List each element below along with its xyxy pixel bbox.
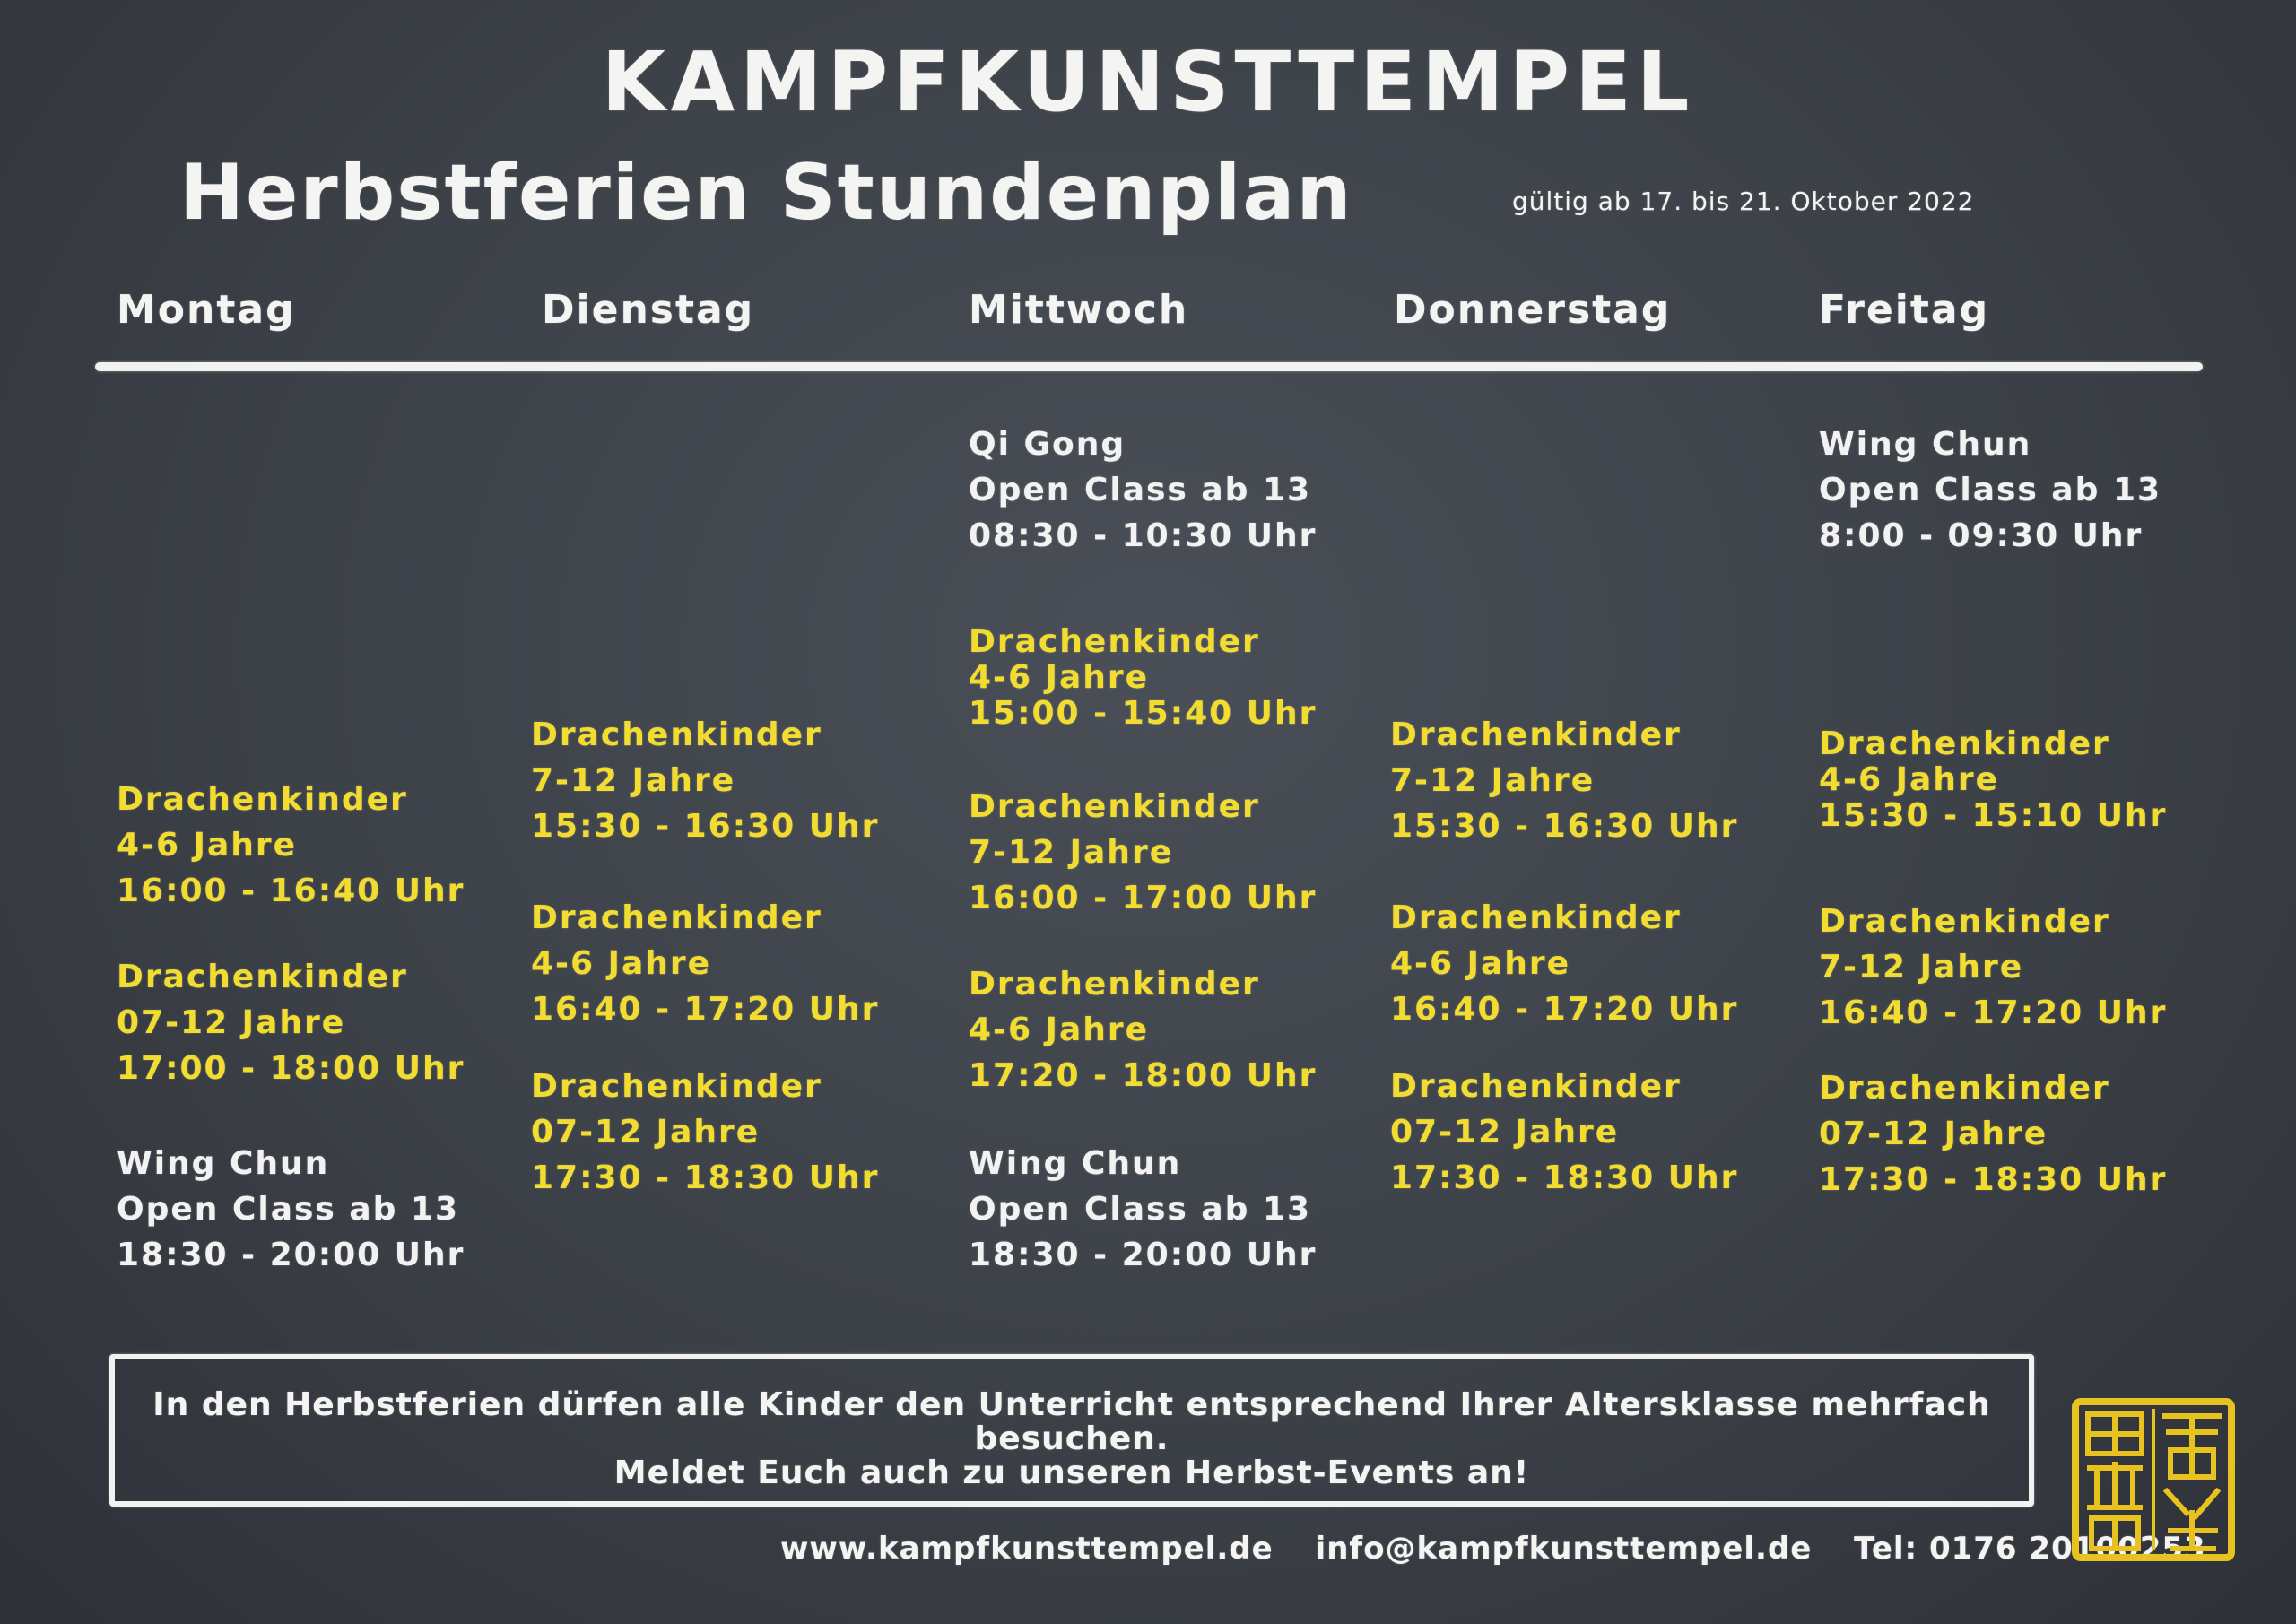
class-time: 16:00 - 16:40 Uhr bbox=[117, 873, 465, 909]
class-entry bbox=[969, 784, 1317, 921]
class-name: Drachenkinder bbox=[969, 966, 1260, 1003]
website-link[interactable]: www.kampfkunsttempel.de bbox=[780, 1531, 1274, 1567]
chinese-seal-stamp-icon bbox=[2070, 1396, 2237, 1563]
class-time: 17:00 - 18:00 Uhr bbox=[117, 1050, 465, 1087]
class-time: 16:40 - 17:20 Uhr bbox=[1390, 991, 1739, 1028]
class-group: 07-12 Jahre bbox=[531, 1114, 761, 1151]
class-time: 18:30 - 20:00 Uhr bbox=[969, 1237, 1318, 1273]
class-entry bbox=[117, 777, 465, 914]
class-name: Drachenkinder bbox=[531, 716, 822, 753]
phone-number: Tel: 0176 20100253 bbox=[1854, 1531, 2206, 1567]
class-time: 18:30 - 20:00 Uhr bbox=[117, 1237, 465, 1273]
class-group: 07-12 Jahre bbox=[117, 1004, 346, 1041]
day-header-freitag: Freitag bbox=[1819, 287, 1990, 333]
contact-footer bbox=[780, 1531, 2237, 1567]
class-entry bbox=[1390, 1064, 1738, 1201]
class-group: 07-12 Jahre bbox=[1390, 1114, 1620, 1151]
class-name: Drachenkinder bbox=[1390, 899, 1682, 936]
class-time: 17:20 - 18:00 Uhr bbox=[969, 1057, 1318, 1094]
class-group: 4-6 Jahre bbox=[1390, 945, 1571, 982]
class-time: 15:30 - 16:30 Uhr bbox=[531, 808, 880, 845]
class-name: Drachenkinder bbox=[1819, 725, 2110, 762]
page-title: KAMPFKUNSTTEMPEL bbox=[601, 34, 1695, 130]
class-entry bbox=[1390, 895, 1738, 1032]
validity-note: gültig ab 17. bis 21. Oktober 2022 bbox=[1512, 187, 1975, 216]
class-name: Drachenkinder bbox=[531, 899, 822, 936]
class-name: Drachenkinder bbox=[117, 959, 408, 995]
class-name: Wing Chun bbox=[1819, 426, 2032, 463]
page-subtitle: Herbstferien Stundenplan bbox=[179, 148, 1353, 238]
class-entry bbox=[969, 961, 1317, 1099]
class-entry bbox=[117, 954, 465, 1091]
class-group: Open Class ab 13 bbox=[969, 472, 1312, 508]
class-entry bbox=[531, 712, 879, 849]
class-name: Drachenkinder bbox=[1819, 903, 2110, 940]
day-header-donnerstag: Donnerstag bbox=[1394, 287, 1672, 333]
class-entry bbox=[969, 421, 1317, 559]
day-header-dienstag: Dienstag bbox=[542, 287, 755, 333]
class-time: 15:00 - 15:40 Uhr bbox=[969, 695, 1318, 732]
class-group: 7-12 Jahre bbox=[1819, 949, 2024, 986]
class-entry bbox=[531, 895, 879, 1032]
notice-line-2: Meldet Euch auch zu unseren Herbst-Events an! bbox=[613, 1455, 1530, 1491]
notice-text bbox=[109, 1388, 2034, 1490]
class-name: Drachenkinder bbox=[969, 788, 1260, 825]
class-group: 7-12 Jahre bbox=[1390, 762, 1596, 799]
class-entry bbox=[531, 1064, 879, 1201]
class-group: Open Class ab 13 bbox=[117, 1191, 460, 1228]
class-name: Wing Chun bbox=[117, 1145, 330, 1182]
class-group: 07-12 Jahre bbox=[1819, 1116, 2048, 1152]
class-time: 8:00 - 09:30 Uhr bbox=[1819, 517, 2144, 554]
class-group: 4-6 Jahre bbox=[1819, 761, 2000, 798]
class-entry bbox=[1819, 1065, 2167, 1203]
day-header-montag: Montag bbox=[117, 287, 296, 333]
class-entry bbox=[969, 1141, 1317, 1278]
class-group: 4-6 Jahre bbox=[117, 827, 298, 864]
email-link[interactable]: info@kampfkunsttempel.de bbox=[1315, 1531, 1813, 1567]
class-entry bbox=[1819, 899, 2167, 1036]
class-name: Drachenkinder bbox=[117, 781, 408, 818]
day-header-mittwoch: Mittwoch bbox=[969, 287, 1189, 333]
class-name: Drachenkinder bbox=[1390, 1068, 1682, 1105]
class-name: Drachenkinder bbox=[1819, 1070, 2110, 1107]
class-name: Qi Gong bbox=[969, 426, 1126, 463]
class-entry bbox=[1819, 726, 2167, 834]
class-name: Drachenkinder bbox=[969, 623, 1260, 660]
class-time: 17:30 - 18:30 Uhr bbox=[531, 1159, 880, 1196]
class-time: 17:30 - 18:30 Uhr bbox=[1819, 1161, 2168, 1198]
class-group: 4-6 Jahre bbox=[969, 659, 1150, 696]
class-name: Drachenkinder bbox=[531, 1068, 822, 1105]
class-time: 16:40 - 17:20 Uhr bbox=[1819, 994, 2168, 1031]
class-group: 7-12 Jahre bbox=[531, 762, 736, 799]
class-group: 7-12 Jahre bbox=[969, 834, 1174, 871]
class-time: 16:00 - 17:00 Uhr bbox=[969, 880, 1318, 916]
class-group: Open Class ab 13 bbox=[1819, 472, 2162, 508]
header-divider bbox=[95, 362, 2203, 371]
class-time: 15:30 - 16:30 Uhr bbox=[1390, 808, 1739, 845]
class-group: Open Class ab 13 bbox=[969, 1191, 1312, 1228]
class-time: 08:30 - 10:30 Uhr bbox=[969, 517, 1318, 554]
class-entry bbox=[969, 624, 1317, 732]
class-time: 17:30 - 18:30 Uhr bbox=[1390, 1159, 1739, 1196]
class-time: 15:30 - 15:10 Uhr bbox=[1819, 797, 2168, 834]
class-time: 16:40 - 17:20 Uhr bbox=[531, 991, 880, 1028]
notice-line-1: In den Herbstferien dürfen alle Kinder den Unterricht entsprechend Ihrer Altersklasse mehrfach besuchen. bbox=[152, 1386, 1991, 1457]
class-group: 4-6 Jahre bbox=[531, 945, 712, 982]
class-entry bbox=[117, 1141, 465, 1278]
class-name: Wing Chun bbox=[969, 1145, 1182, 1182]
class-group: 4-6 Jahre bbox=[969, 1012, 1150, 1048]
class-entry bbox=[1390, 712, 1738, 849]
class-name: Drachenkinder bbox=[1390, 716, 1682, 753]
class-entry bbox=[1819, 421, 2161, 559]
